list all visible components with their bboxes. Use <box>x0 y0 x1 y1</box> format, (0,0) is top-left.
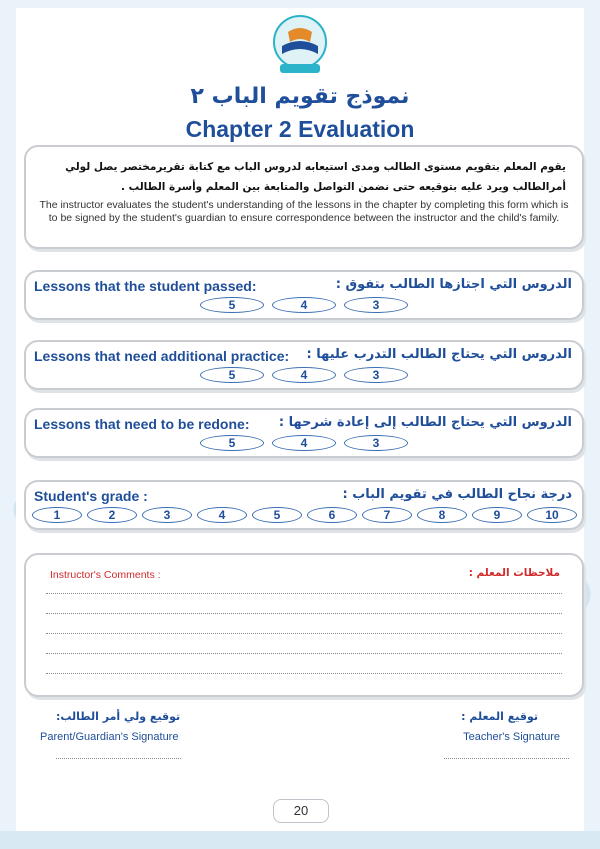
parent-signature-line[interactable] <box>56 758 181 759</box>
lesson-oval[interactable]: 4 <box>272 297 336 313</box>
comments-box <box>24 553 584 697</box>
section-label-arabic: الدروس التي يحتاج الطالب التدرب عليها : <box>306 347 572 362</box>
grade-oval[interactable]: 8 <box>417 507 467 523</box>
teacher-signature-label: Teacher's Signature <box>463 731 560 743</box>
book-logo-icon <box>270 14 330 76</box>
section-label-english: Student's grade : <box>34 488 148 504</box>
lesson-oval[interactable]: 3 <box>344 435 408 451</box>
grade-oval[interactable]: 5 <box>252 507 302 523</box>
lesson-oval[interactable]: 3 <box>344 367 408 383</box>
instructor-comments-label-arabic: ملاحظات المعلم : <box>468 567 560 579</box>
instructor-comments-label: Instructor's Comments : <box>50 569 161 581</box>
oval-row <box>26 297 582 317</box>
comment-line[interactable] <box>46 653 562 654</box>
section-label-english: Lessons that need additional practice: <box>34 348 290 364</box>
comment-line[interactable] <box>46 673 562 674</box>
grade-oval[interactable]: 2 <box>87 507 137 523</box>
grade-oval[interactable]: 3 <box>142 507 192 523</box>
section-label-arabic: الدروس التي يحتاج الطالب إلى إعادة شرحها : <box>278 415 572 430</box>
comment-line[interactable] <box>46 633 562 634</box>
parent-signature-label: Parent/Guardian's Signature <box>40 731 179 743</box>
grade-oval[interactable]: 1 <box>32 507 82 523</box>
grade-oval[interactable]: 7 <box>362 507 412 523</box>
section-label-arabic: الدروس التي اجتازها الطالب بتفوق : <box>335 277 572 292</box>
lesson-oval[interactable]: 4 <box>272 435 336 451</box>
grade-oval[interactable]: 6 <box>307 507 357 523</box>
footer-band <box>0 831 600 849</box>
oval-row <box>26 435 582 455</box>
parent-signature-label-arabic: توقيع ولي أمر الطالب: <box>56 710 181 723</box>
grade-oval[interactable]: 4 <box>197 507 247 523</box>
section-practice <box>24 340 584 390</box>
page-title-arabic: نموذج تقويم الباب ٢ <box>190 84 410 109</box>
section-label-english: Lessons that the student passed: <box>34 278 257 294</box>
comment-line[interactable] <box>46 593 562 594</box>
intro-text-arabic: يقوم المعلم بتقويم مستوى الطالب ومدى استيعابه لدروس الباب مع كتابة تقريرمختصر يصل لولي أمرالطالب ويرد عليه بتوقيعه حتى نضمن التواصل والمتابعة بين المعلم وأسرة الطالب . <box>65 161 566 193</box>
oval-row <box>26 367 582 387</box>
page-number: 20 <box>273 799 329 823</box>
lesson-oval[interactable]: 3 <box>344 297 408 313</box>
section-label-english: Lessons that need to be redone: <box>34 416 250 432</box>
section-label-arabic: درجة نجاح الطالب في تقويم الباب : <box>342 487 572 502</box>
intro-box <box>24 145 584 249</box>
lesson-oval[interactable]: 4 <box>272 367 336 383</box>
section-redone <box>24 408 584 458</box>
lesson-oval[interactable]: 5 <box>200 297 264 313</box>
page-title-english: Chapter 2 Evaluation <box>185 116 415 142</box>
lesson-oval[interactable]: 5 <box>200 435 264 451</box>
teacher-signature-line[interactable] <box>444 758 569 759</box>
section-grade <box>24 480 584 530</box>
grade-oval[interactable]: 10 <box>527 507 577 523</box>
comment-line[interactable] <box>46 613 562 614</box>
lesson-oval[interactable]: 5 <box>200 367 264 383</box>
grade-oval-row <box>26 507 582 527</box>
section-passed <box>24 270 584 320</box>
intro-text-english: The instructor evaluates the student's understanding of the lessons in the chapter by completing this form which is to be signed by the student's guardian to ensure correspondence between the instructor and the child's family. <box>39 199 569 224</box>
grade-oval[interactable]: 9 <box>472 507 522 523</box>
teacher-signature-label-arabic: توقيع المعلم : <box>461 710 538 723</box>
